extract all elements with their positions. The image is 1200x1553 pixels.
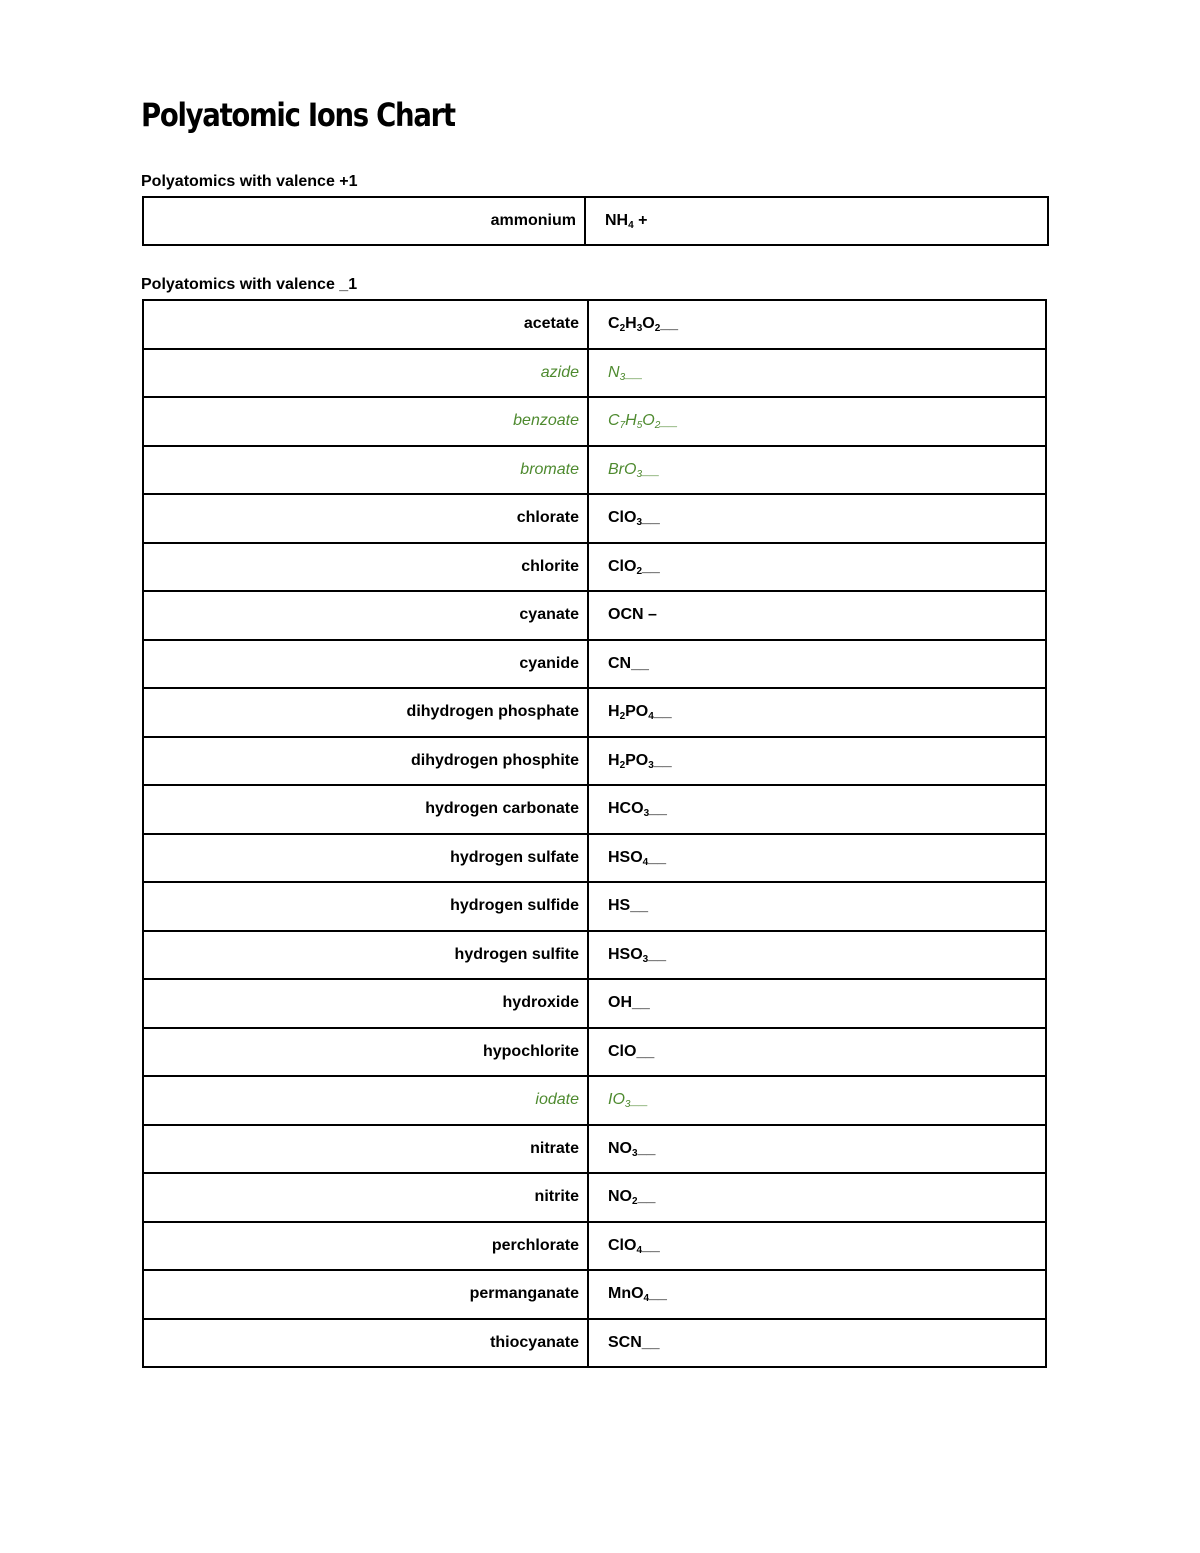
formula-subscript: 7: [619, 420, 626, 432]
formula-text: HSO: [608, 945, 643, 963]
ion-formula-cell: [588, 1076, 1046, 1125]
formula-text: NO: [608, 1139, 632, 1157]
ion-name-cell: chlorite: [143, 543, 588, 592]
ion-name-cell: bromate: [143, 446, 588, 495]
ion-row-nitrate: [143, 1125, 1046, 1174]
formula-subscript: 4: [642, 856, 649, 868]
ion-formula-cell: [588, 349, 1046, 398]
ion-formula-cell: [588, 1125, 1046, 1174]
ion-formula-cell: [588, 931, 1046, 980]
formula-text: +: [633, 212, 648, 229]
ion-name-cell: iodate: [143, 1076, 588, 1125]
formula-text: IO: [608, 1091, 625, 1109]
formula-text: H: [608, 703, 620, 721]
formula-subscript: 3: [648, 759, 654, 771]
ion-formula-cell: [588, 834, 1046, 883]
ion-row-hydroxide: [143, 979, 1046, 1028]
formula-text: H: [608, 751, 620, 769]
formula-subscript: 2: [654, 323, 661, 335]
formula-text: N: [608, 363, 620, 381]
formula-text: H: [625, 315, 637, 333]
formula-text: C: [608, 412, 620, 430]
formula-subscript: 3: [643, 808, 650, 820]
ion-formula-cell: [588, 737, 1046, 786]
ion-name-cell: ammonium: [143, 197, 585, 245]
ion-row-benzoate: [143, 397, 1046, 446]
formula-text: O: [642, 315, 655, 333]
formula-text: __: [642, 460, 660, 478]
ion-name-cell: azide: [143, 349, 588, 398]
ion-row-azide: [143, 349, 1046, 398]
formula-subscript: 2: [619, 759, 626, 771]
ion-row-hydrogen-sulfite: [143, 931, 1046, 980]
formula-text: NH: [605, 212, 629, 229]
formula-subscript: 2: [632, 1196, 638, 1208]
formula-subscript: 4: [628, 220, 634, 231]
ions-table-valence-plus-1: [142, 196, 1049, 246]
ion-row-bromate: [143, 446, 1046, 495]
formula-text: CN__: [608, 654, 649, 672]
formula-subscript: 2: [654, 420, 661, 432]
ion-name-cell: cyanate: [143, 591, 588, 640]
formula-text: C: [608, 315, 620, 333]
formula-text: __: [648, 945, 667, 963]
formula-text: O: [642, 412, 655, 430]
formula-text: __: [649, 1285, 667, 1303]
ion-formula-cell: [588, 1173, 1046, 1222]
formula-text: H: [625, 412, 637, 430]
ion-name-cell: thiocyanate: [143, 1319, 588, 1368]
formula-text: ClO: [608, 509, 637, 527]
formula-subscript: 3: [619, 371, 626, 383]
ion-row-cyanide: [143, 640, 1046, 689]
formula-text: MnO: [608, 1285, 644, 1303]
formula-text: PO: [625, 751, 649, 769]
ion-row-dihydrogen-phosphite: [143, 737, 1046, 786]
formula-text: SCN__: [608, 1333, 660, 1351]
ions-table-valence-minus-1: [142, 299, 1047, 1368]
formula-subscript: 3: [636, 517, 643, 529]
formula-subscript: 4: [648, 711, 654, 723]
formula-text: BrO: [608, 460, 637, 478]
ion-formula-cell: [588, 1270, 1046, 1319]
formula-subscript: 2: [619, 323, 626, 335]
formula-subscript: 3: [642, 953, 649, 965]
formula-text: __: [642, 557, 660, 575]
formula-text: __: [637, 1139, 656, 1157]
ion-name-cell: hydroxide: [143, 979, 588, 1028]
ion-formula-cell: [588, 1319, 1046, 1368]
ion-name-cell: hypochlorite: [143, 1028, 588, 1077]
formula-text: __: [642, 1236, 660, 1254]
ion-name-cell: nitrite: [143, 1173, 588, 1222]
ion-row-iodate: [143, 1076, 1046, 1125]
formula-text: HCO: [608, 800, 644, 818]
formula-subscript: 3: [624, 1099, 631, 1111]
ion-row-hypochlorite: [143, 1028, 1046, 1077]
formula-text: NO: [608, 1188, 632, 1206]
ion-name-cell: perchlorate: [143, 1222, 588, 1271]
formula-text: __: [642, 509, 660, 527]
formula-subscript: 2: [619, 711, 626, 723]
ion-formula-cell: [588, 446, 1046, 495]
ion-row-hydrogen-carbonate: [143, 785, 1046, 834]
formula-text: __: [649, 800, 667, 818]
ion-row-perchlorate: [143, 1222, 1046, 1271]
ion-formula-cell: [588, 397, 1046, 446]
formula-text: OH__: [608, 994, 650, 1012]
formula-text: PO: [625, 703, 649, 721]
ion-formula-cell: [588, 1028, 1046, 1077]
ion-formula-cell: [588, 640, 1046, 689]
ion-row-hydrogen-sulfide: [143, 882, 1046, 931]
formula-text: __: [660, 315, 679, 333]
formula-text: __: [653, 751, 672, 769]
ion-formula-cell: [585, 197, 1048, 245]
formula-text: ClO: [608, 1236, 637, 1254]
formula-text: HS__: [608, 897, 649, 915]
formula-subscript: 5: [636, 420, 643, 432]
formula-text: OCN –: [608, 606, 657, 624]
ion-formula-cell: [588, 300, 1046, 349]
ion-name-cell: hydrogen sulfite: [143, 931, 588, 980]
ion-formula-cell: [588, 979, 1046, 1028]
formula-text: HSO: [608, 848, 643, 866]
section-heading-valence-plus-1: Polyatomics with valence +1: [141, 173, 358, 190]
ion-name-cell: hydrogen carbonate: [143, 785, 588, 834]
ion-name-cell: hydrogen sulfate: [143, 834, 588, 883]
ion-row-cyanate: [143, 591, 1046, 640]
formula-text: __: [637, 1188, 656, 1206]
ion-formula-cell: [588, 591, 1046, 640]
ion-row-thiocyanate: [143, 1319, 1046, 1368]
ion-row-dihydrogen-phosphate: [143, 688, 1046, 737]
ion-formula-cell: [588, 882, 1046, 931]
section-heading-valence-minus-1: Polyatomics with valence _1: [141, 276, 358, 293]
ion-name-cell: acetate: [143, 300, 588, 349]
formula-subscript: 3: [636, 468, 643, 480]
ion-name-cell: benzoate: [143, 397, 588, 446]
ion-row-hydrogen-sulfate: [143, 834, 1046, 883]
ion-name-cell: permanganate: [143, 1270, 588, 1319]
ion-row-acetate: [143, 300, 1046, 349]
formula-subscript: 2: [636, 565, 643, 577]
ion-formula-cell: [588, 1222, 1046, 1271]
ion-row-permanganate: [143, 1270, 1046, 1319]
ion-formula-cell: [588, 785, 1046, 834]
ion-name-cell: cyanide: [143, 640, 588, 689]
formula-subscript: 4: [636, 1244, 643, 1256]
formula-text: ClO__: [608, 1042, 655, 1060]
formula-text: __: [648, 848, 667, 866]
ion-name-cell: hydrogen sulfide: [143, 882, 588, 931]
ion-formula-cell: [588, 688, 1046, 737]
formula-text: __: [630, 1091, 649, 1109]
ion-name-cell: dihydrogen phosphite: [143, 737, 588, 786]
ion-row-ammonium: [143, 197, 1048, 245]
ion-row-nitrite: [143, 1173, 1046, 1222]
formula-text: __: [653, 703, 672, 721]
formula-subscript: 3: [632, 1147, 638, 1159]
formula-subscript: 4: [643, 1293, 650, 1305]
formula-text: __: [660, 412, 679, 430]
ion-row-chlorate: [143, 494, 1046, 543]
page-title: Polyatomic Ions Chart: [141, 96, 455, 134]
ion-name-cell: chlorate: [143, 494, 588, 543]
formula-subscript: 3: [636, 323, 643, 335]
ion-formula-cell: [588, 543, 1046, 592]
formula-text: __: [625, 363, 643, 381]
formula-text: ClO: [608, 557, 637, 575]
ion-row-chlorite: [143, 543, 1046, 592]
ion-name-cell: dihydrogen phosphate: [143, 688, 588, 737]
ion-formula-cell: [588, 494, 1046, 543]
ion-name-cell: nitrate: [143, 1125, 588, 1174]
